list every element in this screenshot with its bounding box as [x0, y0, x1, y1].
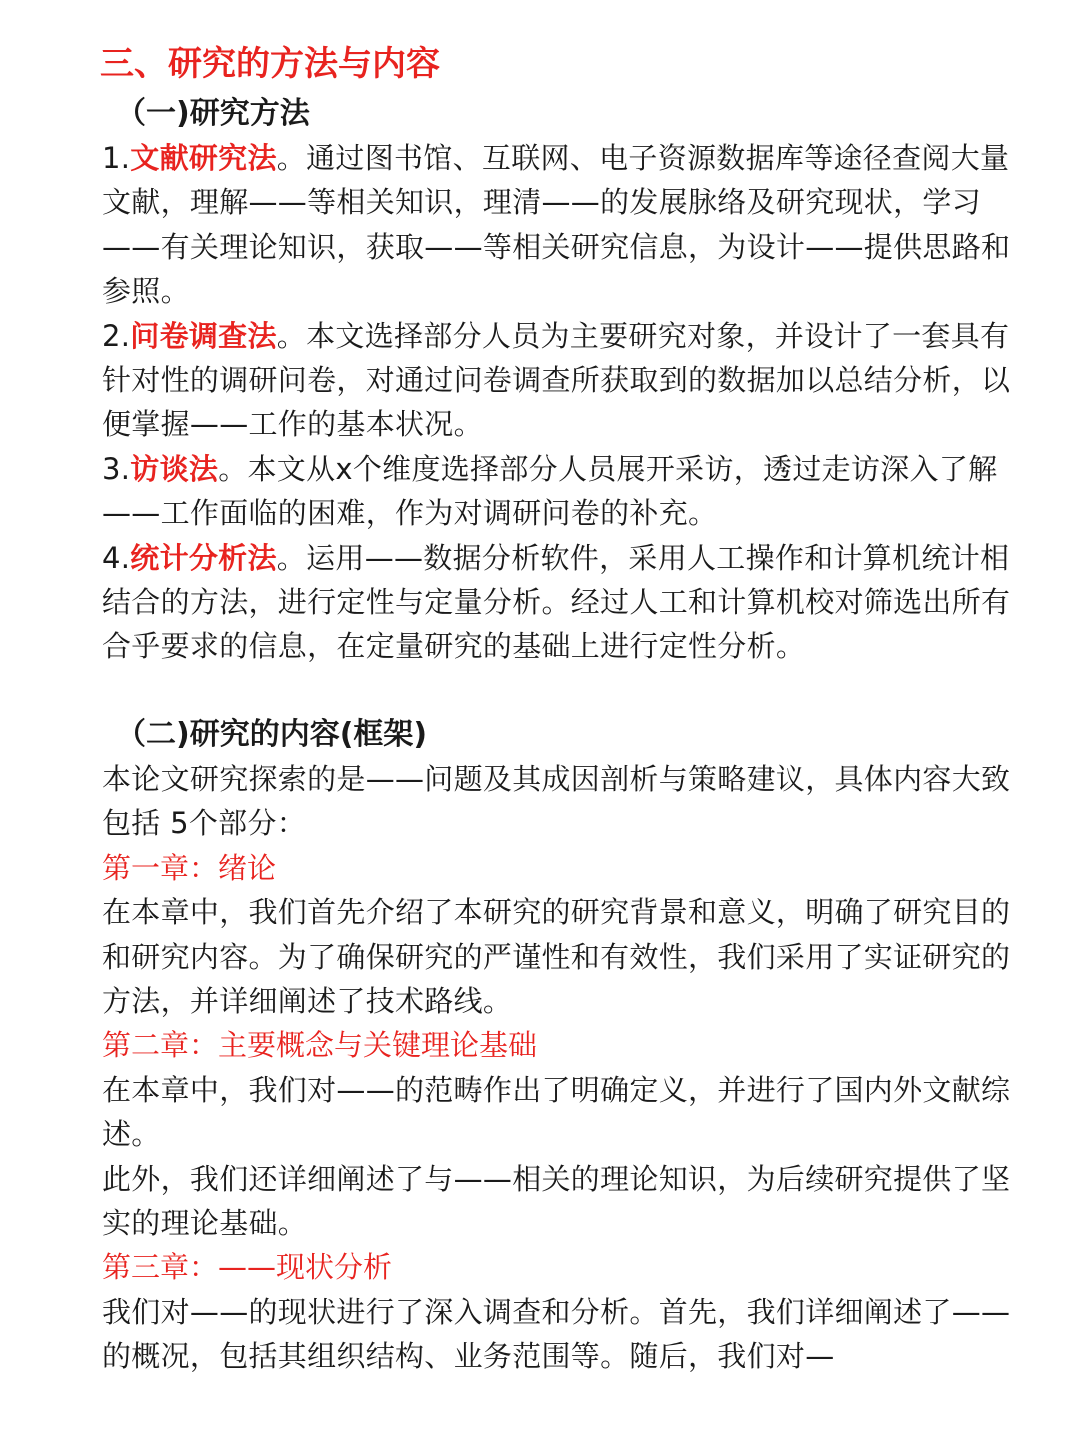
chapter-2-title: 第二章：主要概念与关键理论基础 — [102, 1028, 538, 1063]
method-text: 。通过图书馆、互联网、电子资源数据库等途径查阅大量文献，理解——等相关知识，理清——的发展脉络及研究现状，学习——有关理论知识，获取——等相关研究信息，为设计——提供思路和参照。 — [102, 141, 1011, 309]
chapter-1-paragraph: 在本章中，我们首先介绍了本研究的研究背景和意义，明确了研究目的和研究内容。为了确保研究的严谨性和有效性，我们采用了实证研究的方法，并详细阐述了技术路线。 — [102, 895, 1011, 1018]
method-number: 2. — [102, 318, 131, 353]
method-text: 。运用——数据分析软件，采用人工操作和计算机统计相结合的方法，进行定性与定量分析。经过人工和计算机校对筛选出所有合乎要求的信息，在定量研究的基础上进行定性分析。 — [102, 540, 1011, 664]
chapter-1-title: 第一章：绪论 — [102, 850, 277, 885]
method-name: 文献研究法 — [130, 141, 277, 175]
chapter-3-title: 第三章：——现状分析 — [102, 1250, 393, 1285]
method-text: 。本文从x个维度选择部分人员展开采访，透过走访深入了解——工作面临的困难，作为对调研问卷的补充。 — [102, 451, 998, 531]
method-item-statistics — [102, 536, 1020, 669]
chapter-2-paragraph: 此外，我们还详细阐述了与——相关的理论知识，为后续研究提供了坚实的理论基础。 — [102, 1161, 1011, 1240]
method-text: 。本文选择部分人员为主要研究对象，并设计了一套具有针对性的调研问卷，对通过问卷调查所获取到的数据加以总结分析，以便掌握——工作的基本状况。 — [102, 318, 1011, 442]
chapter-3-paragraph: 我们对——的现状进行了深入调查和分析。首先，我们详细阐述了——的概况，包括其组织结构、业务范围等。随后，我们对— — [102, 1294, 1011, 1374]
section-spacer — [102, 669, 1020, 713]
chapter-2-paragraph: 在本章中，我们对——的范畴作出了明确定义，并进行了国内外文献综述。 — [102, 1072, 1011, 1152]
method-number: 4. — [102, 540, 131, 575]
method-number: 1. — [102, 141, 131, 175]
content-heading: （二)研究的内容(框架) — [116, 716, 428, 752]
content-intro: 本论文研究探索的是——问题及其成因剖析与策略建议，具体内容大致包括 5个部分： — [102, 761, 1011, 841]
method-item-literature — [102, 136, 1020, 314]
method-name: 统计分析法 — [130, 540, 277, 575]
methods-heading: （一)研究方法 — [116, 96, 310, 131]
method-number: 3. — [102, 451, 131, 486]
method-name: 问卷调查法 — [130, 318, 277, 353]
method-item-questionnaire — [102, 314, 1020, 447]
method-item-interview — [102, 447, 1020, 536]
method-name: 访谈法 — [130, 451, 219, 486]
page-title: 三、研究的方法与内容 — [100, 44, 440, 84]
